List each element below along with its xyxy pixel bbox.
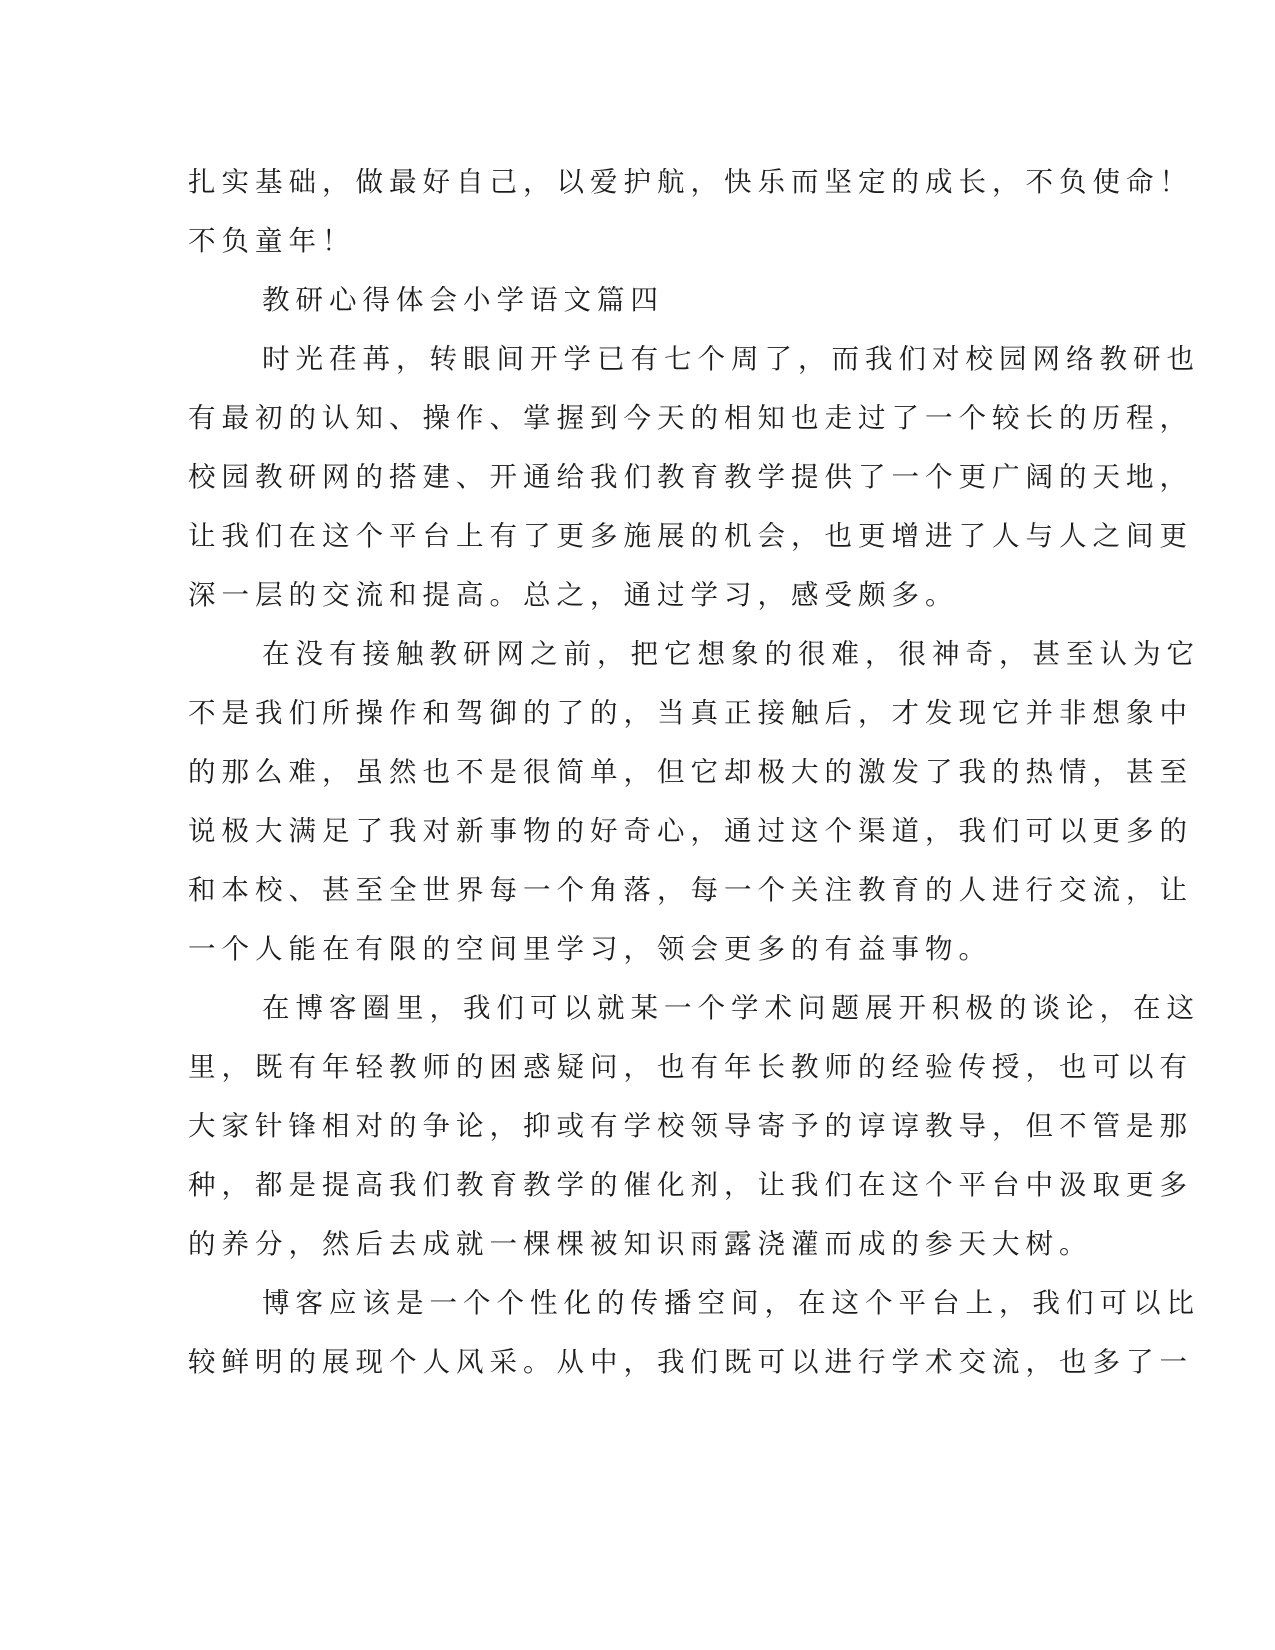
text-line: 时光荏苒，转眼间开学已有七个周了，而我们对校园网络教研也 [262,343,1200,375]
text-line: 博客应该是一个个性化的传播空间，在这个平台上，我们可以比 [262,1287,1200,1319]
text-line: 在博客圈里，我们可以就某一个学术问题展开积极的谈论，在这 [262,992,1200,1024]
text-line: 扎实基础，做最好自己，以爱护航，快乐而坚定的成长，不负使命！ [188,166,1193,198]
text-line: 较鲜明的展现个人风采。从中，我们既可以进行学术交流，也多了一 [188,1346,1193,1378]
text-line: 说极大满足了我对新事物的好奇心，通过这个渠道，我们可以更多的 [188,815,1193,847]
text-line: 大家针锋相对的争论，抑或有学校领导寄予的谆谆教导，但不管是那 [188,1110,1193,1142]
text-line: 让我们在这个平台上有了更多施展的机会，也更增进了人与人之间更 [188,520,1193,552]
text-line: 里，既有年轻教师的困惑疑问，也有年长教师的经验传授，也可以有 [188,1051,1193,1083]
text-line: 不是我们所操作和驾御的了的，当真正接触后，才发现它并非想象中 [188,697,1193,729]
text-line: 校园教研网的搭建、开通给我们教育教学提供了一个更广阔的天地， [188,461,1193,493]
text-line: 的那么难，虽然也不是很简单，但它却极大的激发了我的热情，甚至 [188,756,1193,788]
text-line: 一个人能在有限的空间里学习，领会更多的有益事物。 [188,933,992,965]
section-heading: 教研心得体会小学语文篇四 [262,284,664,316]
text-line: 有最初的认知、操作、掌握到今天的相知也走过了一个较长的历程， [188,402,1193,434]
text-line: 不负童年！ [188,225,356,257]
text-line: 在没有接触教研网之前，把它想象的很难，很神奇，甚至认为它 [262,638,1200,670]
text-line: 的养分，然后去成就一棵棵被知识雨露浇灌而成的参天大树。 [188,1228,1093,1260]
text-line: 深一层的交流和提高。总之，通过学习，感受颇多。 [188,579,959,611]
text-line: 种，都是提高我们教育教学的催化剂，让我们在这个平台中汲取更多 [188,1169,1193,1201]
text-line: 和本校、甚至全世界每一个角落，每一个关注教育的人进行交流，让 [188,874,1193,906]
